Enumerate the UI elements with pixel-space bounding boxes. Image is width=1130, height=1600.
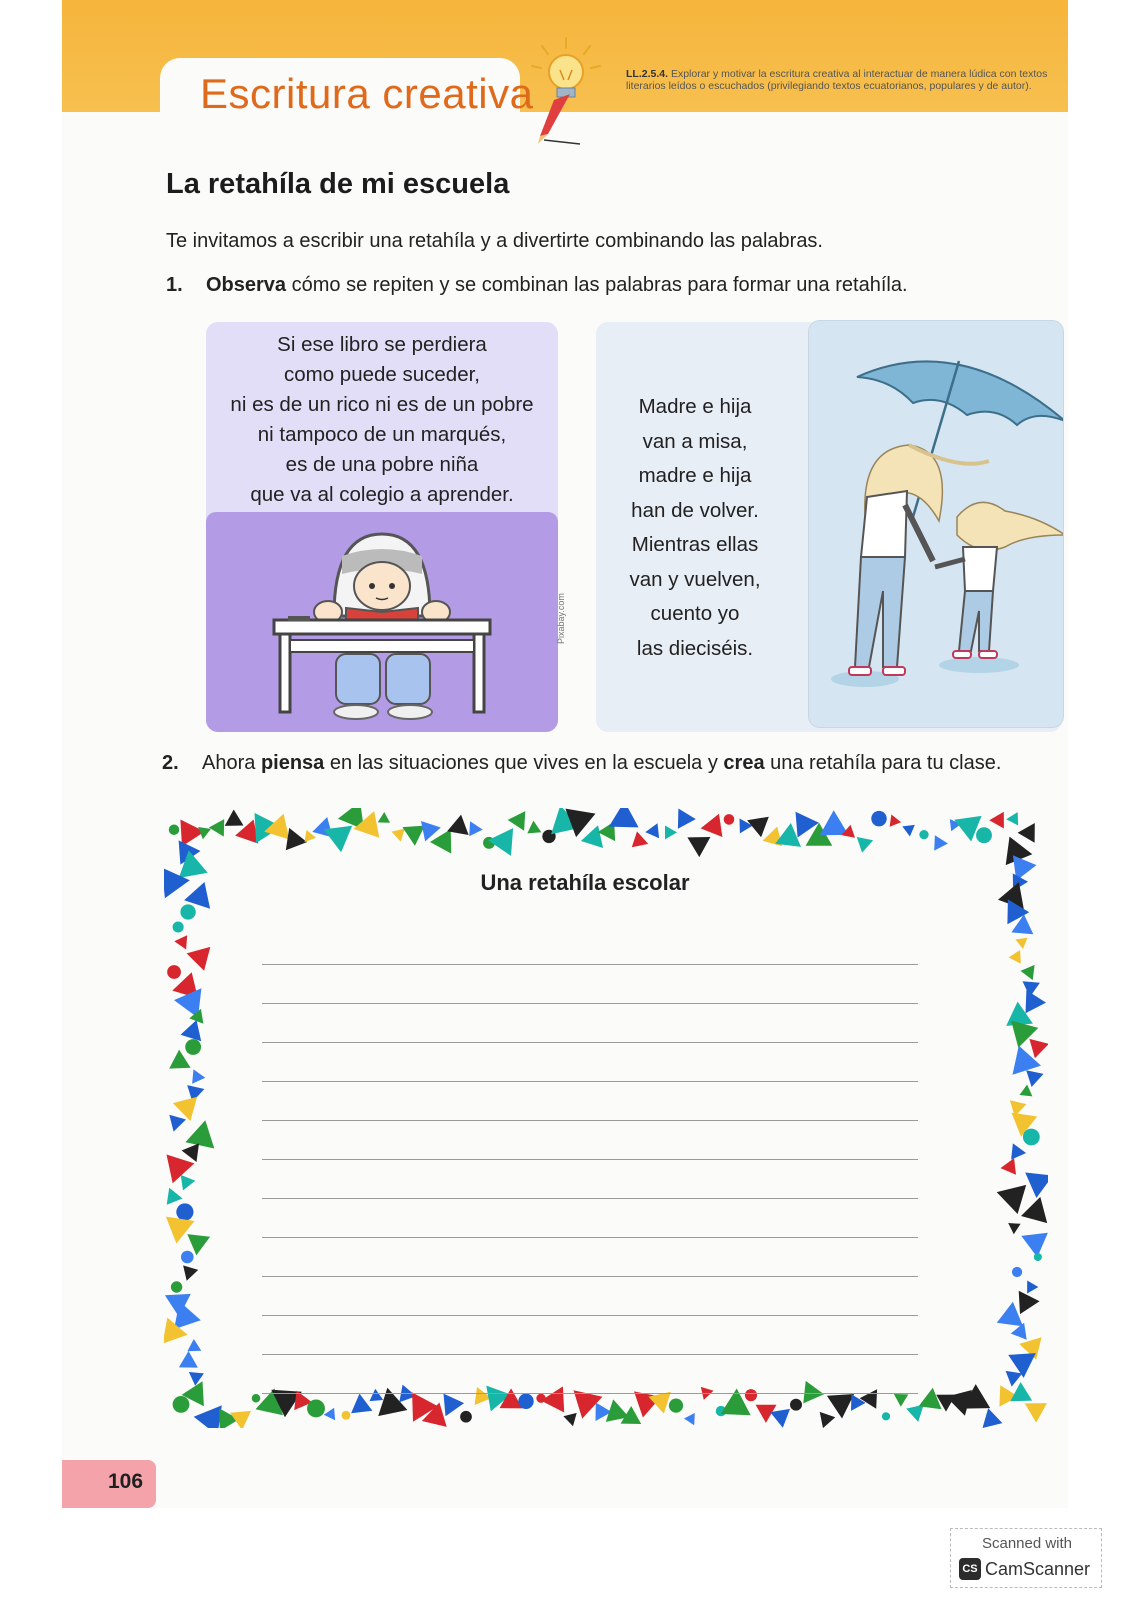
confetti-shape — [724, 814, 735, 825]
confetti-shape — [1010, 1382, 1032, 1401]
confetti-shape — [209, 819, 224, 837]
step-text-part: en las situaciones que vives en la escuela y — [324, 752, 724, 774]
confetti-shape — [609, 808, 639, 827]
step-verb: piensa — [260, 752, 325, 774]
writing-area-title: Una retahíla escolar — [480, 870, 690, 895]
poem-line: como puede suceder, — [283, 363, 481, 386]
confetti-shape — [192, 1069, 205, 1083]
poem-line: las dieciséis. — [636, 636, 754, 660]
confetti-shape — [1011, 1143, 1026, 1159]
objective-code: LL.2.5.4. — [626, 68, 669, 80]
confetti-shape — [871, 811, 886, 826]
confetti-shape — [820, 1412, 836, 1428]
poem-book — [206, 330, 558, 510]
confetti-shape — [645, 823, 659, 838]
writing-line[interactable] — [262, 926, 918, 965]
confetti-shape — [1026, 1070, 1043, 1087]
confetti-shape — [171, 1281, 182, 1292]
step-verb: Observa — [206, 274, 287, 296]
confetti-shape — [180, 904, 195, 919]
confetti-shape — [1026, 990, 1047, 1013]
confetti-shape — [770, 1409, 790, 1428]
confetti-shape — [669, 1399, 683, 1413]
confetti-shape — [1008, 1223, 1020, 1234]
confetti-shape — [324, 1408, 335, 1421]
writing-line[interactable] — [262, 1043, 918, 1082]
learning-objective — [626, 68, 1066, 92]
confetti-shape — [906, 1405, 924, 1422]
poem-line: Mientras ellas — [631, 533, 759, 556]
confetti-shape — [1025, 1173, 1048, 1199]
confetti-shape — [1009, 950, 1021, 964]
confetti-shape — [187, 1339, 201, 1351]
confetti-shape — [176, 1203, 193, 1220]
lightbulb-pencil-icon — [526, 36, 606, 146]
confetti-shape — [469, 821, 483, 836]
scanner-watermark — [950, 1528, 1102, 1588]
writing-line[interactable] — [262, 1277, 918, 1316]
step-text-part: una retahíla para tu clase. — [764, 752, 1002, 774]
confetti-shape — [1015, 938, 1027, 949]
confetti-shape — [1034, 1253, 1042, 1261]
scan-brand: CamScanner — [985, 1559, 1091, 1579]
section-title: Escritura creativa — [200, 70, 534, 117]
confetti-shape — [632, 831, 648, 847]
illustration-mother-daughter-umbrella — [808, 320, 1064, 728]
confetti-shape — [225, 810, 244, 826]
confetti-shape — [1027, 1281, 1038, 1294]
confetti-shape — [1012, 1267, 1022, 1277]
confetti-shape — [527, 821, 541, 834]
confetti-shape — [581, 825, 603, 848]
step-number: 1. — [166, 274, 183, 296]
confetti-shape — [1020, 1085, 1033, 1097]
intro-text: Te invitamos a escribir una retahíla y a divertirte combinando las palabras. — [166, 230, 823, 252]
poem-line: ni es de un rico ni es de un pobre — [230, 393, 534, 416]
confetti-shape — [1018, 823, 1035, 843]
confetti-shape — [185, 1120, 214, 1148]
writing-line[interactable] — [262, 1199, 918, 1238]
confetti-shape — [857, 837, 873, 853]
step-number: 2. — [162, 752, 179, 774]
confetti-shape — [934, 835, 948, 850]
lesson-subtitle: La retahíla de mi escuela — [166, 168, 510, 200]
camscanner-logo-icon: CS — [959, 1558, 981, 1580]
confetti-shape — [665, 826, 677, 840]
writing-line[interactable] — [262, 1355, 918, 1394]
poem-mother-daughter — [610, 390, 780, 666]
confetti-shape — [1029, 1039, 1048, 1058]
poem-line: que va al colegio a aprender. — [250, 483, 514, 506]
confetti-shape — [460, 1411, 472, 1423]
step-1-instruction — [166, 274, 908, 297]
confetti-shape — [167, 965, 181, 979]
confetti-shape — [989, 812, 1004, 829]
objective-text: Explorar y motivar la escritura creativa al interactuar de manera lúdica con textos literarios leídos o escuchados (privilegiando textos ecuatorianos, populares y de autor). — [626, 68, 1048, 92]
poem-line: Si ese libro se perdiera — [277, 333, 487, 356]
confetti-shape — [252, 1394, 260, 1402]
confetti-shape — [1021, 1197, 1047, 1223]
scan-caption: Scanned with — [981, 1535, 1073, 1552]
confetti-shape — [518, 1394, 533, 1409]
poem-line: van a misa, — [642, 429, 748, 453]
confetti-shape — [444, 1394, 465, 1417]
confetti-shape — [173, 921, 184, 932]
confetti-shape — [173, 1396, 190, 1413]
writing-line[interactable] — [262, 1121, 918, 1160]
confetti-shape — [563, 1413, 576, 1426]
confetti-shape — [169, 1115, 186, 1132]
writing-line[interactable] — [262, 1160, 918, 1199]
page-number: 106 — [108, 1470, 144, 1493]
poem-line: cuento yo — [650, 602, 740, 625]
confetti-shape — [402, 826, 424, 846]
confetti-shape — [976, 827, 992, 843]
confetti-shape — [169, 1050, 190, 1069]
confetti-shape — [1021, 965, 1035, 980]
step-2-instruction — [162, 752, 1001, 775]
illustration-girl-reading — [206, 512, 558, 732]
confetti-shape — [307, 1399, 325, 1417]
confetti-shape — [997, 1302, 1023, 1327]
confetti-shape — [919, 1388, 942, 1410]
poem-line: Madre e hija — [638, 395, 752, 418]
confetti-shape — [187, 947, 211, 971]
step-text: cómo se repiten y se combinan las palabras para formar una retahíla. — [286, 274, 908, 296]
confetti-shape — [179, 1351, 198, 1368]
writing-line[interactable] — [262, 965, 918, 1004]
confetti-shape — [687, 837, 710, 857]
confetti-shape — [902, 825, 915, 837]
confetti-shape — [174, 935, 187, 949]
confetti-shape — [181, 1175, 196, 1191]
confetti-shape — [827, 1394, 854, 1419]
confetti-shape — [342, 1411, 351, 1420]
confetti-shape — [983, 1408, 1003, 1428]
poem-line: es de una pobre niña — [285, 453, 479, 476]
confetti-shape — [747, 817, 769, 838]
writing-line[interactable] — [262, 1004, 918, 1043]
confetti-shape — [820, 810, 849, 835]
confetti-shape — [894, 1394, 908, 1407]
poem-line: han de volver. — [631, 498, 759, 522]
confetti-shape — [701, 814, 723, 837]
confetti-shape — [684, 1413, 695, 1425]
confetti-shape — [1021, 1233, 1048, 1258]
writing-line[interactable] — [262, 1238, 918, 1277]
confetti-shape — [1006, 812, 1018, 825]
confetti-shape — [1025, 1403, 1047, 1423]
poem-line: madre e hija — [638, 464, 752, 487]
confetti-shape — [392, 829, 405, 842]
confetti-shape — [185, 1039, 201, 1055]
confetti-shape — [678, 809, 696, 829]
confetti-shape — [378, 812, 390, 823]
confetti-shape — [194, 1405, 222, 1428]
confetti-shape — [1019, 1291, 1040, 1314]
confetti-shape — [1001, 1158, 1017, 1175]
confetti-shape — [182, 1143, 199, 1162]
poem-line: ni tampoco de un marqués, — [257, 423, 507, 446]
confetti-shape — [169, 825, 179, 835]
confetti-shape — [508, 811, 526, 831]
confetti-shape — [324, 826, 353, 852]
confetti-shape — [890, 815, 902, 827]
confetti-shape — [1023, 1129, 1040, 1146]
confetti-shape — [351, 1394, 372, 1414]
poem-line: van y vuelven, — [629, 567, 761, 591]
confetti-shape — [919, 830, 928, 839]
writing-area[interactable] — [262, 926, 918, 1394]
step-verb: crea — [723, 752, 765, 774]
image-credit: Pixabay.com — [556, 593, 566, 644]
confetti-shape — [167, 1188, 183, 1205]
writing-line[interactable] — [262, 1082, 918, 1121]
confetti-shape — [183, 1265, 198, 1280]
confetti-shape — [181, 1251, 194, 1264]
confetti-shape — [181, 1020, 202, 1041]
poem-box-book — [206, 322, 558, 732]
confetti-shape — [790, 1399, 802, 1411]
writing-line[interactable] — [262, 1316, 918, 1355]
step-text-part: Ahora — [202, 752, 261, 774]
confetti-shape — [997, 1185, 1026, 1214]
confetti-shape — [488, 828, 513, 856]
confetti-shape — [882, 1412, 890, 1420]
confetti-shape — [286, 828, 307, 850]
